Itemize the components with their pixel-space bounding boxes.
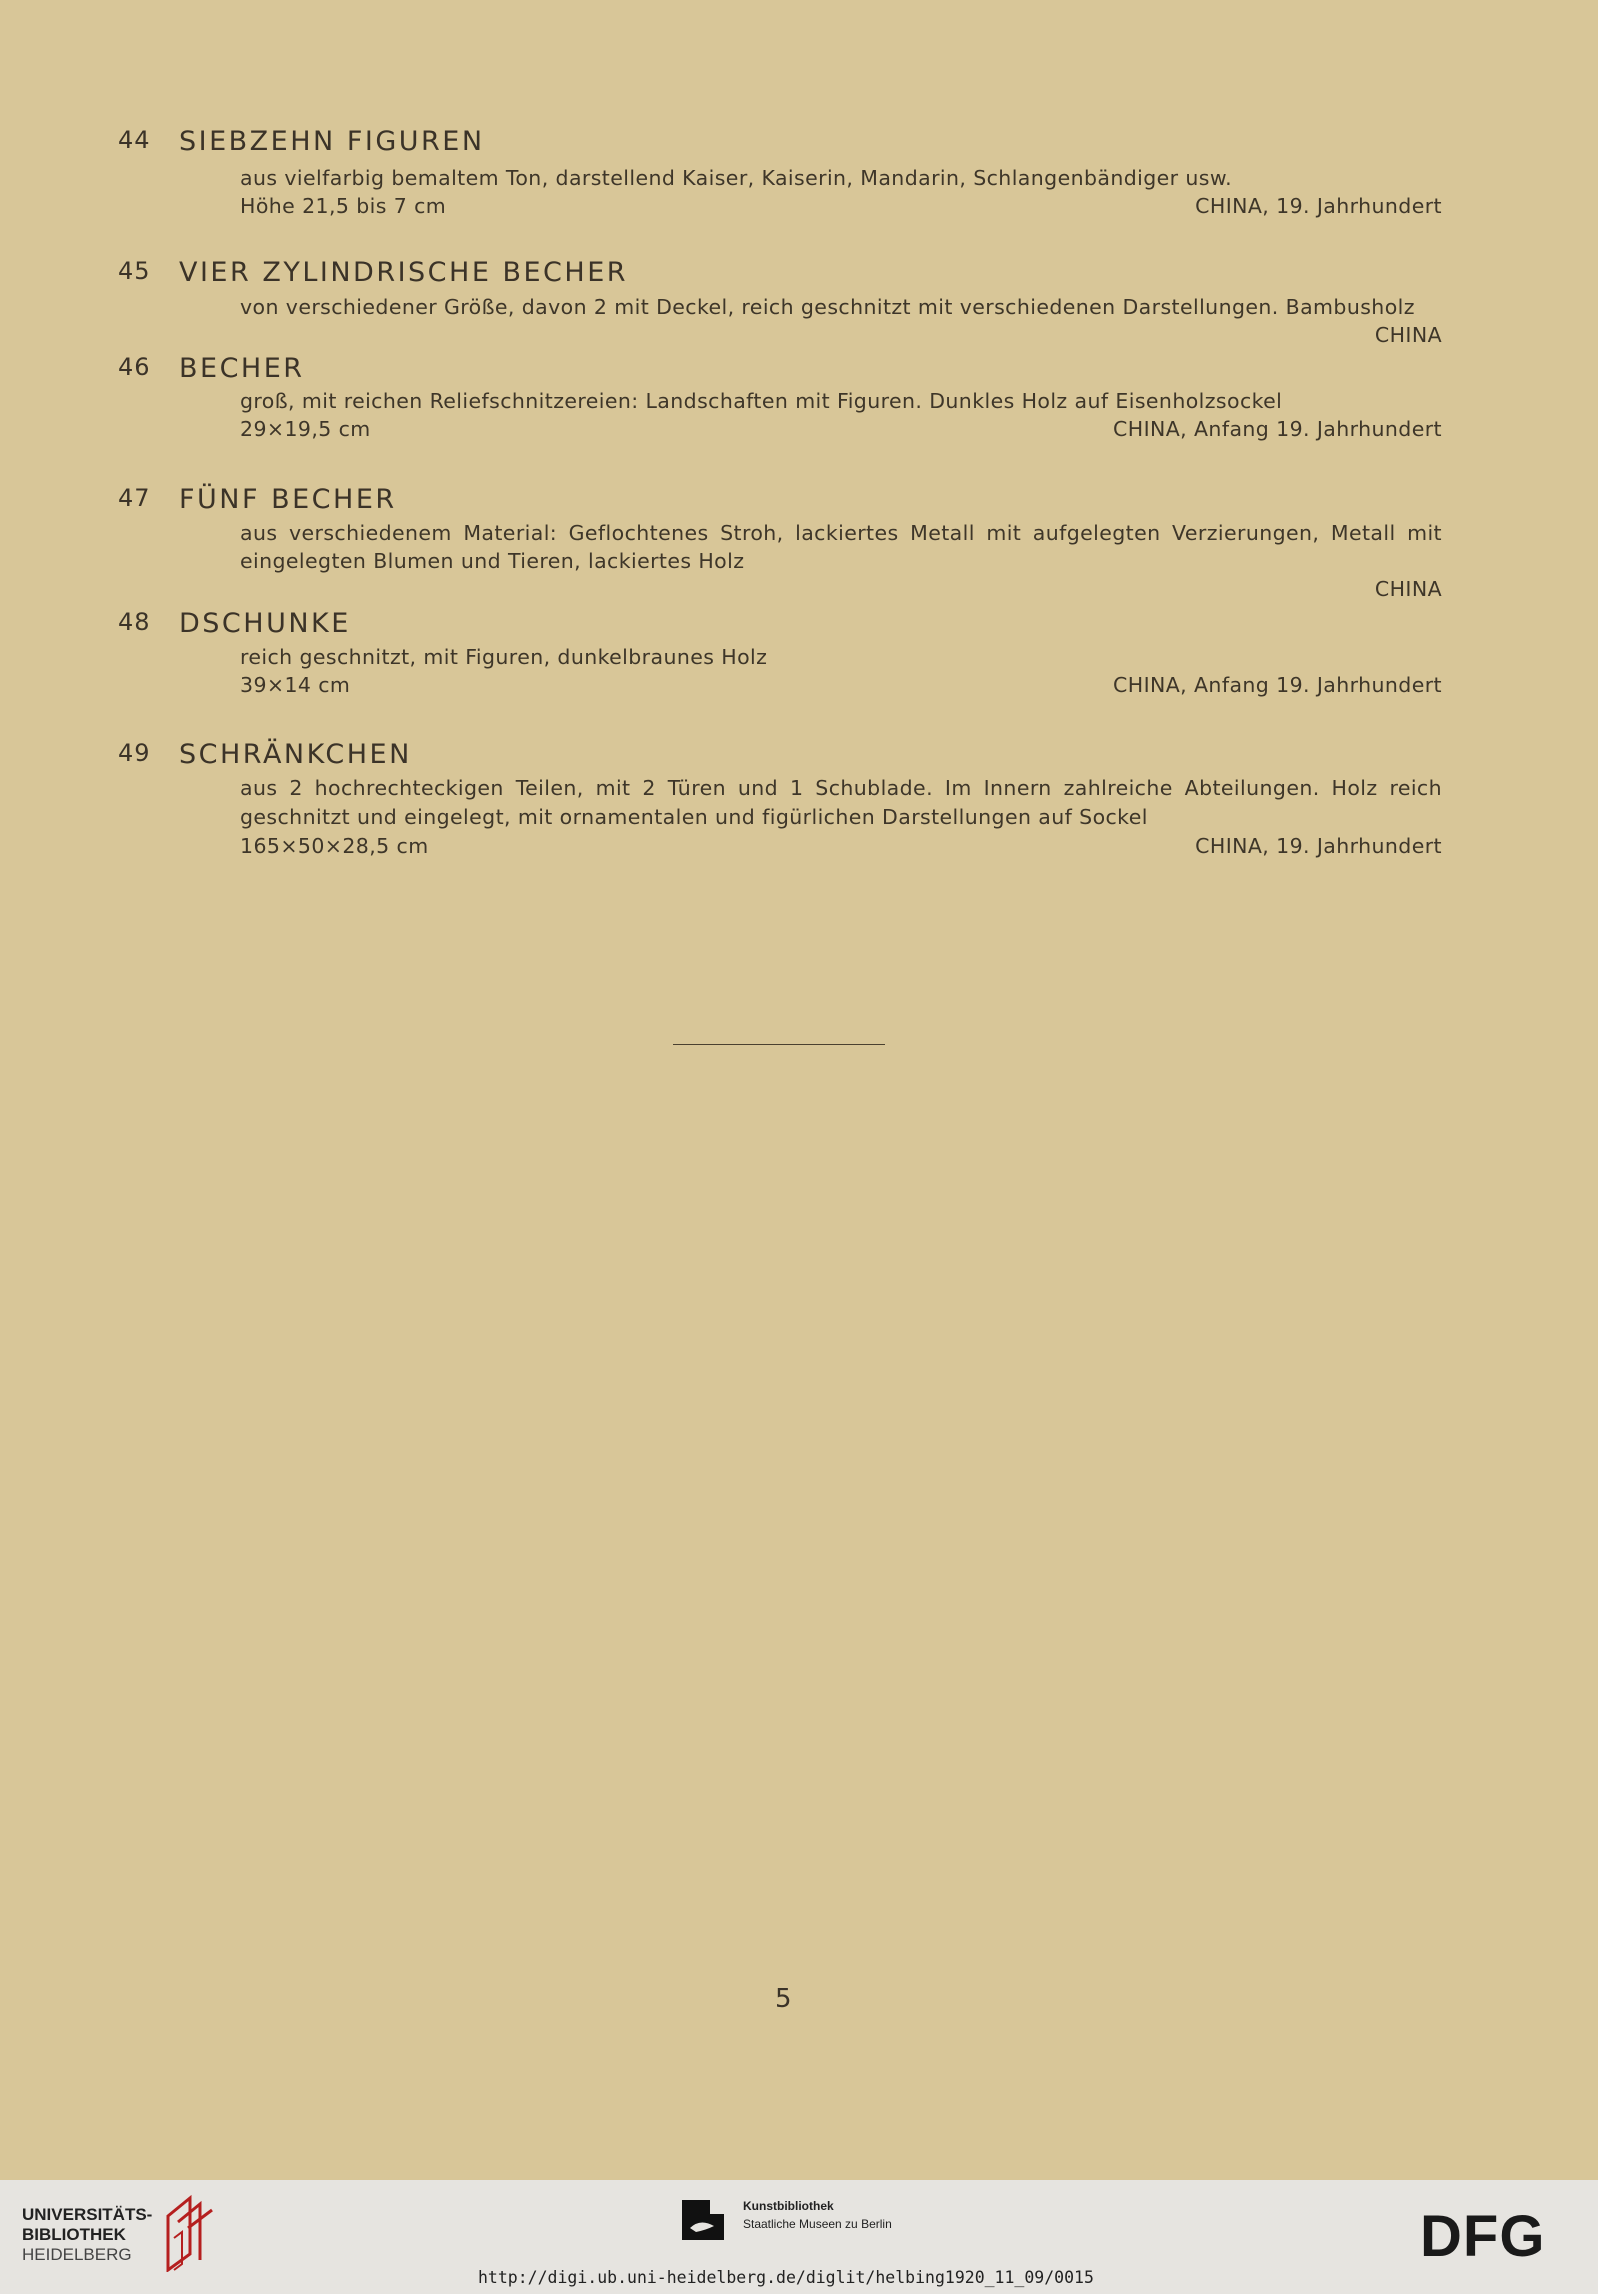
entry-origin: CHINA, Anfang 19. Jahrhundert (1113, 417, 1442, 441)
entry-description: groß, mit reichen Reliefschnitzereien: Landschaften mit Figuren. Dunkles Holz auf Eisenholzsockel (240, 389, 1283, 413)
library-name-line3: HEIDELBERG (22, 2245, 132, 2264)
entry-number: 49 (118, 739, 151, 767)
entry-title: SCHRÄNKCHEN (179, 739, 412, 770)
library-name-line2: BIBLIOTHEK (22, 2225, 126, 2244)
entry-description: aus verschiedenem Material: Geflochtenes Stroh, lackiertes Metall mit aufgelegten Verzierungen, Metall mit (240, 521, 1442, 545)
entry-description: aus vielfarbig bemaltem Ton, darstellend Kaiser, Kaiserin, Mandarin, Schlangenbändiger usw. (240, 166, 1233, 190)
library-name-line1: UNIVERSITÄTS- (22, 2205, 153, 2224)
section-divider (673, 1044, 885, 1045)
entry-size: Höhe 21,5 bis 7 cm (240, 194, 447, 218)
dfg-logo: DFG (1420, 2204, 1546, 2269)
entry-title: BECHER (179, 353, 305, 384)
permalink-url[interactable]: http://digi.ub.uni-heidelberg.de/diglit/helbing1920_11_09/0015 (478, 2268, 1094, 2287)
entry-description-continued: geschnitzt und eingelegt, mit ornamentalen und figürlichen Darstellungen auf Sockel (240, 805, 1148, 829)
entry-title: VIER ZYLINDRISCHE BECHER (179, 257, 629, 288)
entry-title: DSCHUNKE (179, 608, 351, 639)
kunstbibliothek-wordmark (743, 2197, 892, 2233)
entry-number: 45 (118, 257, 151, 285)
entry-description: von verschiedener Größe, davon 2 mit Deckel, reich geschnitzt mit verschiedenen Darstellungen. Bambusholz (240, 295, 1415, 319)
entry-description-continued: eingelegten Blumen und Tieren, lackiertes Holz (240, 549, 745, 573)
entry-origin: CHINA, 19. Jahrhundert (1195, 834, 1442, 858)
entry-origin: CHINA (1374, 323, 1442, 347)
entry-origin: CHINA (1374, 577, 1442, 601)
kb-name-line1: Kunstbibliothek (743, 2199, 834, 2213)
entry-size: 29×19,5 cm (240, 417, 371, 441)
entry-description: reich geschnitzt, mit Figuren, dunkelbraunes Holz (240, 645, 768, 669)
ub-heidelberg-logo-icon (160, 2192, 222, 2272)
entry-number: 48 (118, 608, 151, 636)
entry-description: aus 2 hochrechteckigen Teilen, mit 2 Türen und 1 Schublade. Im Innern zahlreiche Abteilungen. Holz reich (240, 776, 1442, 800)
kunstbibliothek-logo-icon (680, 2196, 726, 2242)
entry-size: 39×14 cm (240, 673, 351, 697)
entry-origin: CHINA, 19. Jahrhundert (1195, 194, 1442, 218)
entry-number: 44 (118, 126, 151, 154)
entry-title: SIEBZEHN FIGUREN (179, 126, 485, 157)
entry-number: 47 (118, 484, 151, 512)
entry-number: 46 (118, 353, 151, 381)
ub-heidelberg-wordmark (22, 2205, 152, 2265)
page-number: 5 (775, 1984, 792, 2014)
entry-size: 165×50×28,5 cm (240, 834, 429, 858)
kb-name-line2: Staatliche Museen zu Berlin (743, 2217, 892, 2231)
entry-origin: CHINA, Anfang 19. Jahrhundert (1113, 673, 1442, 697)
entry-title: FÜNF BECHER (179, 484, 397, 515)
